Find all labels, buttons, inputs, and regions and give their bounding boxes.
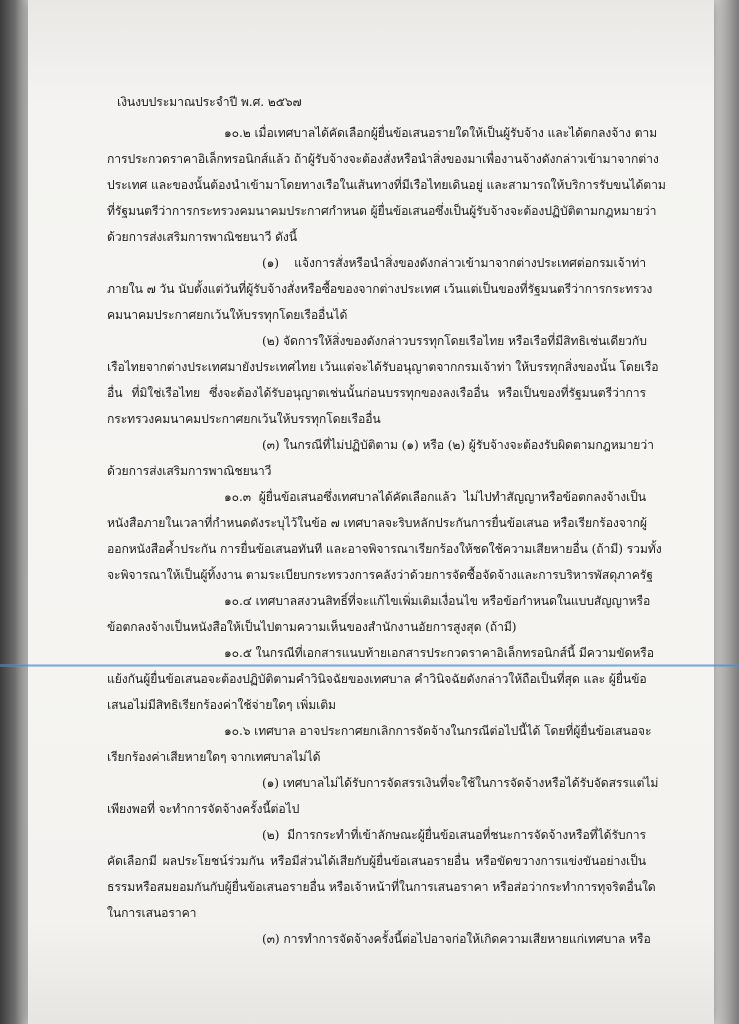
sub-3-line-2: ด้วยการส่งเสริมการพาณิชยนาวี [107,464,272,478]
clause-10-2-line-2: การประกวดราคาอิเล็กทรอนิกส์แล้ว ถ้าผู้รับจ้างจะต้องสั่งหรือนำสิ่งของมาเพื่องานจ้างดังกล่าวเข้ามาจากต่าง [107,152,659,166]
sub-6-2-line-4: ในการเสนอราคา [107,906,197,920]
clause-10-5-line-1: ๑๐.๕ ในกรณีที่เอกสารแนบท้ายเอกสารประกวดราคาอิเล็กทรอนิกส์นี้ มีความขัดหรือ [224,646,654,660]
sub-2-line-1: (๒) จัดการให้สิ่งของดังกล่าวบรรทุกโดยเรือไทย หรือเรือที่มีสิทธิเช่นเดียวกับ [262,334,647,348]
sub-2-line-3: อื่น ที่มิใช่เรือไทย ซึ่งจะต้องได้รับอนุญาตเช่นนั้นก่อนบรรทุกของลงเรืออื่น หรือเป็นของที่รัฐมนตรีว่าการ [107,386,646,400]
sub-3-line-1: (๓) ในกรณีที่ไม่ปฏิบัติตาม (๑) หรือ (๒) ผู้รับจ้างจะต้องรับผิดตามกฎหมายว่า [262,438,654,452]
clause-10-5-line-2: แย้งกันผู้ยื่นข้อเสนอจะต้องปฏิบัติตามคำวินิจฉัยของเทศบาล คำวินิจฉัยดังกล่าวให้ถือเป็นที่สุด และ ผู้ยื่นข้อ [107,672,647,686]
clause-10-5-line-3: เสนอไม่มีสิทธิเรียกร้องค่าใช้จ่ายใดๆ เพิ่มเติม [107,698,336,712]
sub-2-line-2: เรือไทยจากต่างประเทศมายังประเทศไทย เว้นแต่จะได้รับอนุญาตจากกรมเจ้าท่า ให้บรรทุกสิ่งของนั้น โดยเรือ [107,360,659,374]
clause-10-2-line-4: ที่รัฐมนตรีว่าการกระทรวงคมนาคมประกาศกำหนด ผู้ยื่นข้อเสนอซึ่งเป็นผู้รับจ้างจะต้องปฏิบัติตามกฎหมายว่า [107,204,657,218]
sub-6-1-line-2: เพียงพอที่ จะทำการจัดจ้างครั้งนี้ต่อไป [107,802,300,816]
sub-6-2-line-1: (๒) มีการกระทำที่เข้าลักษณะผู้ยื่นข้อเสนอที่ชนะการจัดจ้างหรือที่ได้รับการ [262,828,646,842]
clause-10-4-line-1: ๑๐.๔ เทศบาลสงวนสิทธิ์ที่จะแก้ไขเพิ่มเติมเงื่อนไข หรือข้อกำหนดในแบบสัญญาหรือ [224,594,651,608]
clause-10-3-line-1: ๑๐.๓ ผู้ยื่นข้อเสนอซึ่งเทศบาลได้คัดเลือกแล้ว ไม่ไปทำสัญญาหรือข้อตกลงจ้างเป็น [224,490,646,504]
sub-2-line-4: กระทรวงคมนาคมประกาศยกเว้นให้บรรทุกโดยเรืออื่น [107,412,381,426]
sub-6-2-line-3: ธรรมหรือสมยอมกันกับผู้ยื่นข้อเสนอรายอื่น หรือเจ้าหน้าที่ในการเสนอราคา หรือส่อว่ากระทำการทุจริตอื่นใด [107,880,656,894]
sub-6-2-line-2: คัดเลือกมี ผลประโยชน์ร่วมกัน หรือมีส่วนได้เสียกับผู้ยื่นข้อเสนอรายอื่น หรือขัดขวางการแข่งขันอย่างเป็น [107,854,646,868]
clause-10-2-line-1: ๑๐.๒ เมื่อเทศบาลได้คัดเลือกผู้ยื่นข้อเสนอรายใดให้เป็นผู้รับจ้าง และได้ตกลงจ้าง ตาม [224,126,658,140]
clause-10-3-line-4: จะพิจารณาให้เป็นผู้ทิ้งงาน ตามระเบียบกระทรวงการคลังว่าด้วยการจัดซื้อจัดจ้างและการบริหารพัสดุภาครัฐ [107,568,653,582]
scan-artifact-line [0,664,739,667]
clause-10-2-line-3: ประเทศ และของนั้นต้องนำเข้ามาโดยทางเรือในเส้นทางที่มีเรือไทยเดินอยู่ และสามารถให้บริการรับขนได้ตาม [107,178,666,192]
sub-1-line-2: ภายใน ๗ วัน นับตั้งแต่วันที่ผู้รับจ้างสั่งหรือซื้อของจากต่างประเทศ เว้นแต่เป็นของที่รัฐมนตรีว่าการกระทรวง [107,282,653,296]
sub-1-line-1: (๑) แจ้งการสั่งหรือนำสิ่งของดังกล่าวเข้ามาจากต่างประเทศต่อกรมเจ้าท่า [262,256,646,270]
clause-10-3-line-3: ออกหนังสือค้ำประกัน การยื่นข้อเสนอทันที และอาจพิจารณาเรียกร้องให้ชดใช้ความเสียหายอื่น (ถ้ามี) รวมทั้ง [107,542,662,556]
clause-10-6-line-1: ๑๐.๖ เทศบาล อาจประกาศยกเลิกการจัดจ้างในกรณีต่อไปนี้ได้ โดยที่ผู้ยื่นข้อเสนอจะ [224,724,652,738]
clause-10-6-line-2: เรียกร้องค่าเสียหายใดๆ จากเทศบาลไม่ได้ [107,750,321,764]
clause-10-3-line-2: หนังสือภายในเวลาที่กำหนดดังระบุไว้ในข้อ ๗ เทศบาลจะริบหลักประกันการยื่นข้อเสนอ หรือเรียกร้องจากผู้ [107,516,647,530]
sub-1-line-3: คมนาคมประกาศยกเว้นให้บรรทุกโดยเรืออื่นได้ [107,308,348,322]
clause-10-4-line-2: ข้อตกลงจ้างเป็นหนังสือให้เป็นไปตามความเห็นของสำนักงานอัยการสูงสุด (ถ้ามี) [107,620,517,634]
clause-10-2-line-5: ด้วยการส่งเสริมการพาณิชยนาวี ดังนี้ [107,230,297,244]
sub-6-3-line-1: (๓) การทำการจัดจ้างครั้งนี้ต่อไปอาจก่อให้เกิดความเสียหายแก่เทศบาล หรือ [262,932,651,946]
document-header: เงินงบประมาณประจำปี พ.ศ. ๒๕๖๗ [117,95,302,109]
sub-6-1-line-1: (๑) เทศบาลไม่ได้รับการจัดสรรเงินที่จะใช้ในการจัดจ้างหรือได้รับจัดสรรแต่ไม่ [262,776,659,790]
